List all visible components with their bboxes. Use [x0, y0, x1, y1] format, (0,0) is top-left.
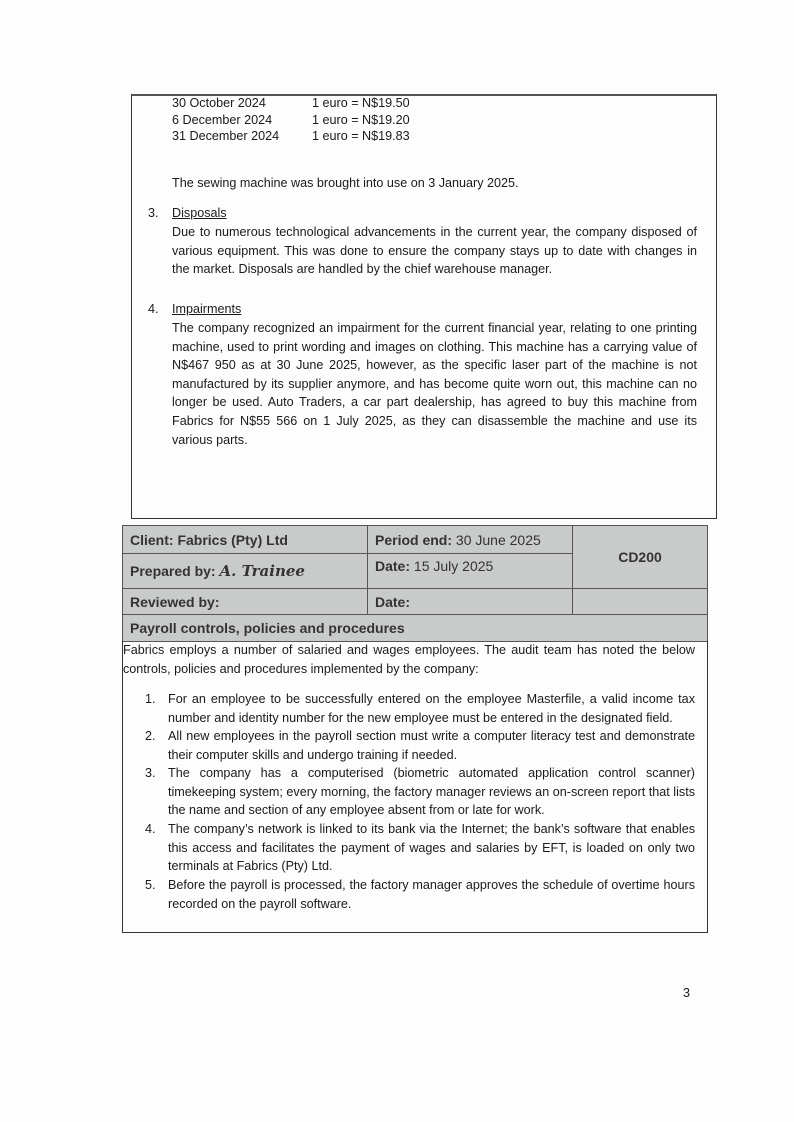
empty-cell	[573, 589, 708, 615]
reviewed-cell: Reviewed by:	[123, 589, 368, 615]
rate-value: 1 euro = N$19.50	[312, 96, 410, 110]
prepared-cell: Prepared by: A. Trainee	[123, 554, 368, 589]
list-item: 1. For an employee to be successfully entered on the employee Masterfile, a valid income tax number and identity number for the new employee must be entered in the designated field.	[145, 692, 695, 725]
rate-value: 1 euro = N$19.83	[312, 129, 410, 143]
section-text: The company recognized an impairment for the current financial year, relating to one printing machine, used to print wording and images on clothing. This machine has a carrying value of N$467 950 as at 30 June 2025, however, as the specific laser part of the machine is not manufactured by its supplier anymore, and has become quite worn out, this machine can no longer be used. Auto Traders, a car part dealership, has agreed to buy this machine from Fabrics for N$55 566 on 1 July 2025, as they can disassemble the machine and use its various parts.	[172, 321, 697, 447]
page-number: 3	[683, 986, 691, 1000]
reference-code: CD200	[573, 526, 708, 589]
intro-text: Fabrics employs a number of salaried and wages employees. The audit team has noted the below controls, policies and procedures implemented by the company:	[123, 643, 695, 676]
working-paper-header	[122, 525, 708, 642]
review-date-cell: Date:	[368, 589, 573, 615]
sewing-note: The sewing machine was brought into use on 3 January 2025.	[172, 176, 519, 190]
section-number: 3.	[148, 206, 159, 220]
section-text: Due to numerous technological advancements in the current year, the company disposed of various equipment. This was done to ensure the company stays up to date with changes in the market. Disposals are handled by the chief warehouse manager.	[172, 225, 697, 277]
list-item: 5. Before the payroll is processed, the factory manager approves the schedule of overtime hours recorded on the payroll software.	[145, 878, 695, 911]
date-cell: Date: 15 July 2025	[368, 554, 573, 589]
list-item: 4. The company’s network is linked to its bank via the Internet; the bank’s software that enables this access and facilitates the payment of wages and salaries by EFT, is loaded on only two terminals at Fabrics (Pty) Ltd.	[145, 822, 695, 874]
section-number: 4.	[148, 302, 159, 316]
section-heading: Disposals	[172, 206, 227, 220]
client-cell: Client: Fabrics (Pty) Ltd	[123, 526, 368, 554]
rate-date: 30 October 2024	[172, 96, 266, 110]
rate-date: 6 December 2024	[172, 112, 273, 127]
section-heading: Impairments	[172, 302, 242, 316]
period-cell: Period end: 30 June 2025	[368, 526, 573, 554]
list-item: 2. All new employees in the payroll section must write a computer literacy test and demonstrate their computer skills and undergo training if needed.	[145, 729, 695, 762]
list-item: 3. The company has a computerised (biometric automated application control scanner) timekeeping system; every morning, the factory manager reviews an on-screen report that lists the name and section of any employee absent from or late for work.	[145, 766, 695, 818]
section-title: Payroll controls, policies and procedures	[123, 615, 708, 642]
signature: A. Trainee	[219, 562, 305, 580]
rate-value: 1 euro = N$19.20	[312, 112, 410, 127]
rate-date: 31 December 2024	[172, 129, 280, 143]
